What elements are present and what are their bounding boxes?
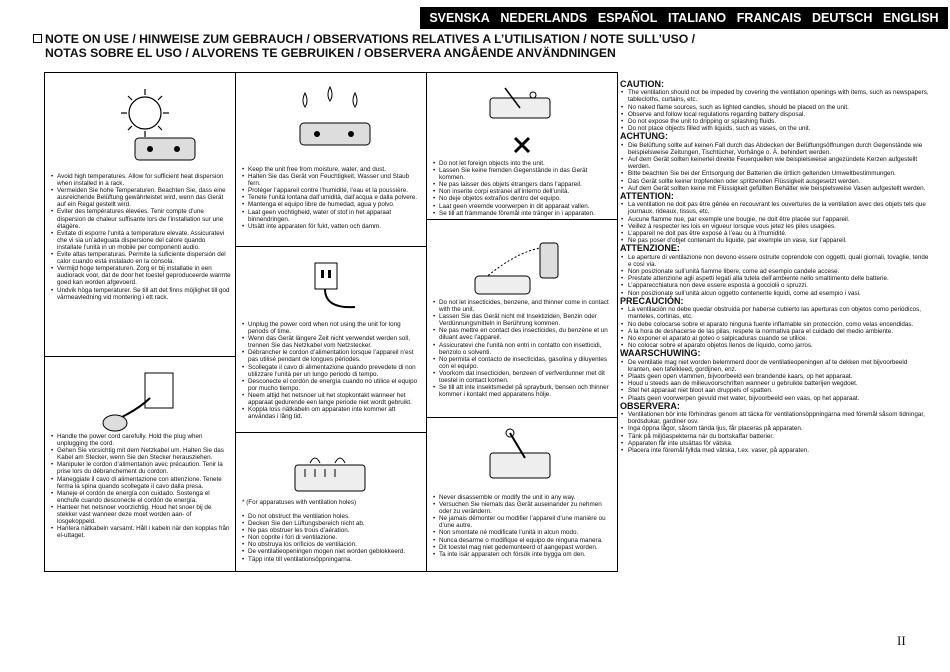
bullet-item: • No deje objetos extraños dentro del equipo. bbox=[439, 195, 613, 202]
caution-item: • A la hora de deshacerse de las pilas, respete la normativa para el cuidado del medio ambiente. bbox=[628, 328, 930, 335]
bullet-item: • Maneje el cordón de energía con cuidado. Sostenga el enchufe cuando desconecte el cordón de energía. bbox=[57, 490, 231, 504]
bullet-item: • Lassen Sie keine fremden Gegenstände in das Gerät kommen. bbox=[439, 167, 613, 181]
section-heading: PRECAUCIÓN: bbox=[620, 295, 684, 306]
disassemble-text bbox=[433, 494, 613, 558]
section-heading: WAARSCHUWING: bbox=[620, 348, 701, 359]
caution-item: • La ventilation ne doit pas être gênée en recouvrant les ouvertures de la ventilation avec des objets tels que journaux, rideaux, tissus, etc. bbox=[628, 201, 930, 215]
moisture-text bbox=[242, 166, 422, 230]
title-line-1: NOTE ON USE / HINWEISE ZUM GEBRAUCH / OBSERVATIONS RELATIVES A L’UTILISATION / NOTE SULL’USO / bbox=[45, 32, 696, 46]
bullet-item: • Ta inte isär apparaten och försök inte bygga om den. bbox=[439, 551, 613, 558]
bullet-item: • Laat geen vochtigheid, water of stof in het apparaat binnendringen. bbox=[248, 209, 422, 223]
moisture-water-illustration bbox=[285, 83, 385, 163]
bullet-item: • Avoid high temperatures. Allow for sufficient heat dispersion when installed in a rack. bbox=[57, 173, 231, 187]
vent-text bbox=[242, 513, 422, 563]
bullet-item: • Laat geen vreemde voorwerpen in dit apparaat vallen. bbox=[439, 203, 613, 210]
caution-item: • No exponer el aparato al goteo o salpicaduras cuando se utilice. bbox=[628, 335, 930, 342]
illustration-grid bbox=[44, 72, 618, 572]
caution-item: • No colocar sobre el aparato objetos llenos de líquido, como jarros. bbox=[628, 342, 930, 349]
bullet-item: • Se till att inte insektsmedel på sprayburk, bensen och thinner kommer i kontakt med apparatens hölje. bbox=[439, 384, 613, 398]
cord-text bbox=[51, 433, 231, 539]
grid-divider bbox=[45, 356, 235, 357]
power-cord-illustration bbox=[90, 368, 190, 438]
bullet-item: • Utsätt inte apparaten för fukt, vatten och damm. bbox=[248, 223, 422, 230]
bullet-item: • Wenn das Gerät längere Zeit nicht verwendet werden soll, trennen Sie das Netzkabel vom Netzstecker. bbox=[248, 335, 422, 349]
bullet-item: • Do not obstruct the ventilation holes. bbox=[248, 513, 422, 520]
unplug-text bbox=[242, 321, 422, 420]
caution-item: • La ventilación no debe quedar obstruida por haberse cubierto las aperturas con objetos como periódicos, manteles, cortinas, etc. bbox=[628, 306, 930, 320]
bullet-item: • Neem altijd het netsnoer uit het stopkontakt wanneer het apparaat gedurende een lange periode niet wordt gebruikt. bbox=[248, 392, 422, 406]
title-line-2: NOTAS SOBRE EL USO / ALVORENS TE GEBRUIKEN / OBSERVERA ANGÅENDE ANVÄNDNINGEN bbox=[45, 46, 616, 60]
bullet-item: • Mantenga el equipo libre de humedad, agua y polvo. bbox=[248, 201, 422, 208]
vent-caption: * (For apparatuses with ventilation holes) bbox=[242, 499, 357, 506]
heat-text bbox=[51, 173, 231, 301]
language-label: ITALIANO bbox=[667, 11, 727, 25]
disassemble-illustration bbox=[470, 428, 570, 488]
bullet-item: • Evite altas temperaturas. Permite la suficiente dispersión del calor cuando está instalado en la consola. bbox=[57, 251, 231, 265]
bullet-item: • Manipuler le cordon d’alimentation avec précaution. Tenir la prise lors du débranchement du cordon. bbox=[57, 461, 231, 475]
bullet-item: • Vermeiden Sie hohe Temperaturen. Beachten Sie, dass eine ausreichende Belüftung gewährleistet wird, wenn das Gerät auf ein Regal gestellt wird. bbox=[57, 187, 231, 208]
bullet-item: • Non smontate né modificate l’unità in alcun modo. bbox=[439, 529, 613, 536]
bullet-item: • Do not let insecticides, benzene, and thinner come in contact with the unit. bbox=[439, 299, 613, 313]
caution-item: • De ventilatie mag niet worden belemmerd door de ventilatieopeningen af te dekken met bijvoorbeeld kranten, een tafelkleed, gordijnen, enz. bbox=[628, 359, 930, 373]
bullet-item: • Débrancher le cordon d’alimentation lorsque l’appareil n’est pas utilisé pendant de longues périodes. bbox=[248, 349, 422, 363]
bullet-item: • Undvik höga temperaturer. Se till att det finns möjlighet till god värmeavledning vid montering i ett rack. bbox=[57, 287, 231, 301]
bullet-item: • Ne pas laisser des objets étrangers dans l’appareil. bbox=[439, 181, 613, 188]
caution-item: • Houd u steeds aan de milieuvoorschriften wanneer u gebruikte batterijen wegdoet. bbox=[628, 380, 930, 387]
caution-item: • Prestate attenzione agli aspetti legati alla tutela dell’ambiente nello smaltimento delle batterie. bbox=[628, 275, 930, 282]
caution-item: • Bitte beachten Sie bei der Entsorgung der Batterien die örtlich geltenden Umweltbestimmungen. bbox=[628, 170, 930, 177]
bullet-item: • Do not let foreign objects into the unit. bbox=[439, 160, 613, 167]
bullet-item: • Ne pas obstruer les trous d’aération. bbox=[248, 527, 422, 534]
caution-item: • Placera inte föremål fyllda med vätska, t.ex. vaser, på apparaten. bbox=[628, 447, 930, 454]
grid-divider bbox=[426, 417, 617, 418]
bullet-item: • Versuchen Sie niemals das Gerät auseinander zu nehmen oder zu verändern. bbox=[439, 501, 613, 515]
bullet-item: • Assicuratevi che l’unità non entri in contatto con insetticidi, benzolo o solventi. bbox=[439, 342, 613, 356]
grid-divider bbox=[235, 73, 236, 571]
bullet-item: • Evitate di esporre l’unità a temperature elevate. Assicuratevi che vi sia un’adeguata dispersione del calore quando installate l’unità in un mobile per componenti audio. bbox=[57, 230, 231, 251]
caution-item: • Le aperture di ventilazione non devono essere ostruite coprendole con oggetti, quali giornali, tovaglie, tende e così via. bbox=[628, 254, 930, 268]
bullet-item: • Eviter des températures élevées. Tenir compte d’une dispersion de chaleur suffisante lors de l’installation sur une étagère. bbox=[57, 208, 231, 229]
caution-item: • The ventilation should not be impeded by covering the ventilation openings with items, such as newspapers, tablecloths, curtains, etc. bbox=[628, 89, 930, 103]
language-label: NEDERLANDS bbox=[500, 11, 588, 25]
bullet-item: • Hantera nätkabeln varsamt. Håll i kabeln när den kopplas från el-uttaget. bbox=[57, 525, 231, 539]
bullet-item: • Handle the power cord carefully. Hold the plug when unplugging the cord. bbox=[57, 433, 231, 447]
caution-item: • Das Gerät sollte keiner tropfenden oder spritzenden Flüssigkeit ausgesetzt werden. bbox=[628, 178, 930, 185]
caution-item: • Observe and follow local regulations regarding battery disposal. bbox=[628, 111, 930, 118]
caution-item: • L’apparecchiatura non deve essere esposta a gocciolii o spruzzi. bbox=[628, 282, 930, 289]
bullet-item: • No permita el contacto de insecticidas, gasolina y diluyentes con el equipo. bbox=[439, 356, 613, 370]
bullet-item: • Ne jamais démonter ou modifier l’appareil d’une manière ou d’une autre. bbox=[439, 515, 613, 529]
insecticide-spray-illustration bbox=[465, 228, 575, 303]
language-label: SVENSKA bbox=[429, 11, 490, 25]
foreign-text bbox=[433, 160, 613, 217]
bullet-item: • Voorkom dat insecticiden, benzeen of verfverdunner met dit toestel in contact komen. bbox=[439, 370, 613, 384]
bullet-item: • De ventilatieopeningen mogen niet worden geblokkeerd. bbox=[248, 548, 422, 555]
caution-item: • Non posizionate sull’unità alcun oggetto contenente liquidi, come ad esempio i vasi. bbox=[628, 290, 930, 297]
caution-item: • Ne pas poser d’objet contenant du liquide, par exemple un vase, sur l’appareil. bbox=[628, 237, 930, 244]
language-label: ENGLISH bbox=[883, 11, 939, 25]
bullet-item: • Hanteer het netsnoer voorzichtig. Houd het snoer bij de stekker vast wanneer deze moet worden aan- of losgekoppeld. bbox=[57, 504, 231, 525]
bullet-item: • Scollegate il cavo di alimentazione quando prevedete di non utilizzare l’unità per un lungo periodo di tempo. bbox=[248, 364, 422, 378]
grid-divider bbox=[426, 73, 427, 571]
caution-sections bbox=[620, 80, 930, 454]
section-heading: CAUTION: bbox=[620, 79, 664, 89]
bullet-item: • Koppla loss nätkabeln om apparaten inte kommer att användas i lång tid. bbox=[248, 406, 422, 420]
grid-divider bbox=[235, 432, 426, 433]
insecticide-text bbox=[433, 299, 613, 398]
caution-item: • No naked flame sources, such as lighted candles, should be placed on the unit. bbox=[628, 104, 930, 111]
caution-item: • Auf dem Gerät sollten keinerlei direkte Feuerquellen wie beispielsweise angezündete Kerzen aufgestellt werden. bbox=[628, 156, 930, 170]
caution-item: • No debe colocarse sobre el aparato ninguna fuente inflamable sin protección, como velas encendidas. bbox=[628, 321, 930, 328]
power-plug-illustration bbox=[295, 258, 375, 318]
caution-item: • Ventilationen bör inte förhindras genom att täcka för ventilationsöppningarna med föremål såsom tidningar, bordsdukar, gardiner osv. bbox=[628, 411, 930, 425]
caution-item: • Tänk på miljöaspekterna när du bortskaffar batterier. bbox=[628, 433, 930, 440]
language-bar bbox=[420, 7, 948, 29]
caution-item: • Do not expose the unit to dripping or splashing fluids. bbox=[628, 118, 930, 125]
caution-item: • Die Belüftung sollte auf keinen Fall durch das Abdecken der Belüftungsöffnungen durch Gegenstände wie beispielsweise Zeitungen, Tischtücher, Vorhänge o. Ä. behindert werden. bbox=[628, 142, 930, 156]
caution-item: • Auf dem Gerät sollten keine mit Flüssigkeit gefüllten Behälter wie beispielsweise Vasen aufgestellt werden. bbox=[628, 185, 930, 192]
bullet-item: • Lassen Sie das Gerät nicht mit Insektiziden, Benzin oder Verdünnungsmitteln in Berührung kommen. bbox=[439, 313, 613, 327]
bullet-item: • Desconecte el cordón de energía cuando no utilice el equipo por mucho tiempo. bbox=[248, 378, 422, 392]
section-heading: ACHTUNG: bbox=[620, 131, 668, 142]
bullet-item: • Gehen Sie vorsichtig mit dem Netzkabel um. Halten Sie das Kabel am Stecker, wenn Sie den Stecker herausziehen. bbox=[57, 447, 231, 461]
page-title bbox=[33, 32, 695, 60]
bullet-item: • Protéger l’appareil contre l’humidité, l’eau et la poussière. bbox=[248, 187, 422, 194]
bullet-item: • Non inserite corpi estranei all’interno dell’unità. bbox=[439, 188, 613, 195]
bullet-item: • Nunca desarme o modifique el equipo de ninguna manera. bbox=[439, 537, 613, 544]
bullet-item: • Halten Sie das Gerät von Feuchtigkeit, Wasser und Staub fern. bbox=[248, 173, 422, 187]
bullet-item: • Täpp inte till ventilationsöppningarna. bbox=[248, 556, 422, 563]
bullet-item: • Se till att främmande föremål inte tränger in i apparaten. bbox=[439, 210, 613, 217]
bullet-item: • Unplug the power cord when not using the unit for long periods of time. bbox=[248, 321, 422, 335]
caution-item: • L’appareil ne doit pas être exposé à l’eau ou à l’humidité. bbox=[628, 230, 930, 237]
caution-item: • Inga öppna lågor, såsom tända ljus, får placeras på apparaten. bbox=[628, 425, 930, 432]
foreign-objects-illustration bbox=[465, 83, 575, 163]
page-number: II bbox=[897, 633, 906, 648]
section-heading: ATTENTION: bbox=[620, 191, 674, 202]
caution-item: • Plaats geen open vlammen, bijvoorbeeld een brandende kaars, op het apparaat. bbox=[628, 373, 930, 380]
bullet-item: • Tenete l’unità lontana dall’umidità, dall’acqua e dalla polvere. bbox=[248, 194, 422, 201]
bullet-item: • Maneggiate il cavo di alimentazione con attenzione. Tenete ferma la spina quando scollegate il cavo dalla presa. bbox=[57, 476, 231, 490]
bullet-item: • No obstruya los orificios de ventilación. bbox=[248, 541, 422, 548]
caution-item: • Stel het apparaat niet bloot aan druppels of spatten. bbox=[628, 387, 930, 394]
bullet-item: • Keep the unit free from moisture, water, and dust. bbox=[248, 166, 422, 173]
bullet-item: • Dit toestel mag niet gedemonteerd of aangepast worden. bbox=[439, 544, 613, 551]
section-heading: ATTENZIONE: bbox=[620, 243, 680, 254]
bullet-item: • Vermijd hoge temperaturen. Zorg er bij installatie in een audiorack voor, dat de door het toestel geproduceerde warmte goed kan worden afgevoerd. bbox=[57, 265, 231, 286]
language-label: ESPAÑOL bbox=[597, 11, 658, 25]
language-label: DEUTSCH bbox=[811, 11, 873, 25]
section-heading: OBSERVERA: bbox=[620, 400, 680, 411]
caution-item: • Aucune flamme nue, par exemple une bougie, ne doit être placée sur l’appareil. bbox=[628, 216, 930, 223]
bullet-item: • Ne pas mettre en contact des insecticides, du benzène et un diluant avec l’appareil. bbox=[439, 327, 613, 341]
caution-item: • Non posizionate sull’unità fiamme libere, come ad esempio candele accese. bbox=[628, 268, 930, 275]
language-label: FRANCAIS bbox=[736, 11, 802, 25]
caution-item: • Veillez à respecter les lois en vigueur lorsque vous jetez les piles usagées. bbox=[628, 223, 930, 230]
bullet-item: • Never disassemble or modify the unit in any way. bbox=[439, 494, 613, 501]
grid-divider bbox=[426, 219, 617, 220]
checkbox-icon bbox=[33, 34, 42, 43]
bullet-item: • Non coprite i fori di ventilazione. bbox=[248, 534, 422, 541]
heat-sun-illustration bbox=[105, 83, 215, 173]
caution-item: • Apparaten får inte utsättas för vätska. bbox=[628, 440, 930, 447]
bullet-item: • Decken Sie den Lüftungsbereich nicht ab. bbox=[248, 520, 422, 527]
grid-divider bbox=[235, 246, 426, 247]
caution-item: • Plaats geen voorwerpen gevuld met water, bijvoorbeeld een vaas, op het apparaat. bbox=[628, 395, 930, 402]
caution-item: • Do not place objects filled with liquids, such as vases, on the unit. bbox=[628, 125, 930, 132]
